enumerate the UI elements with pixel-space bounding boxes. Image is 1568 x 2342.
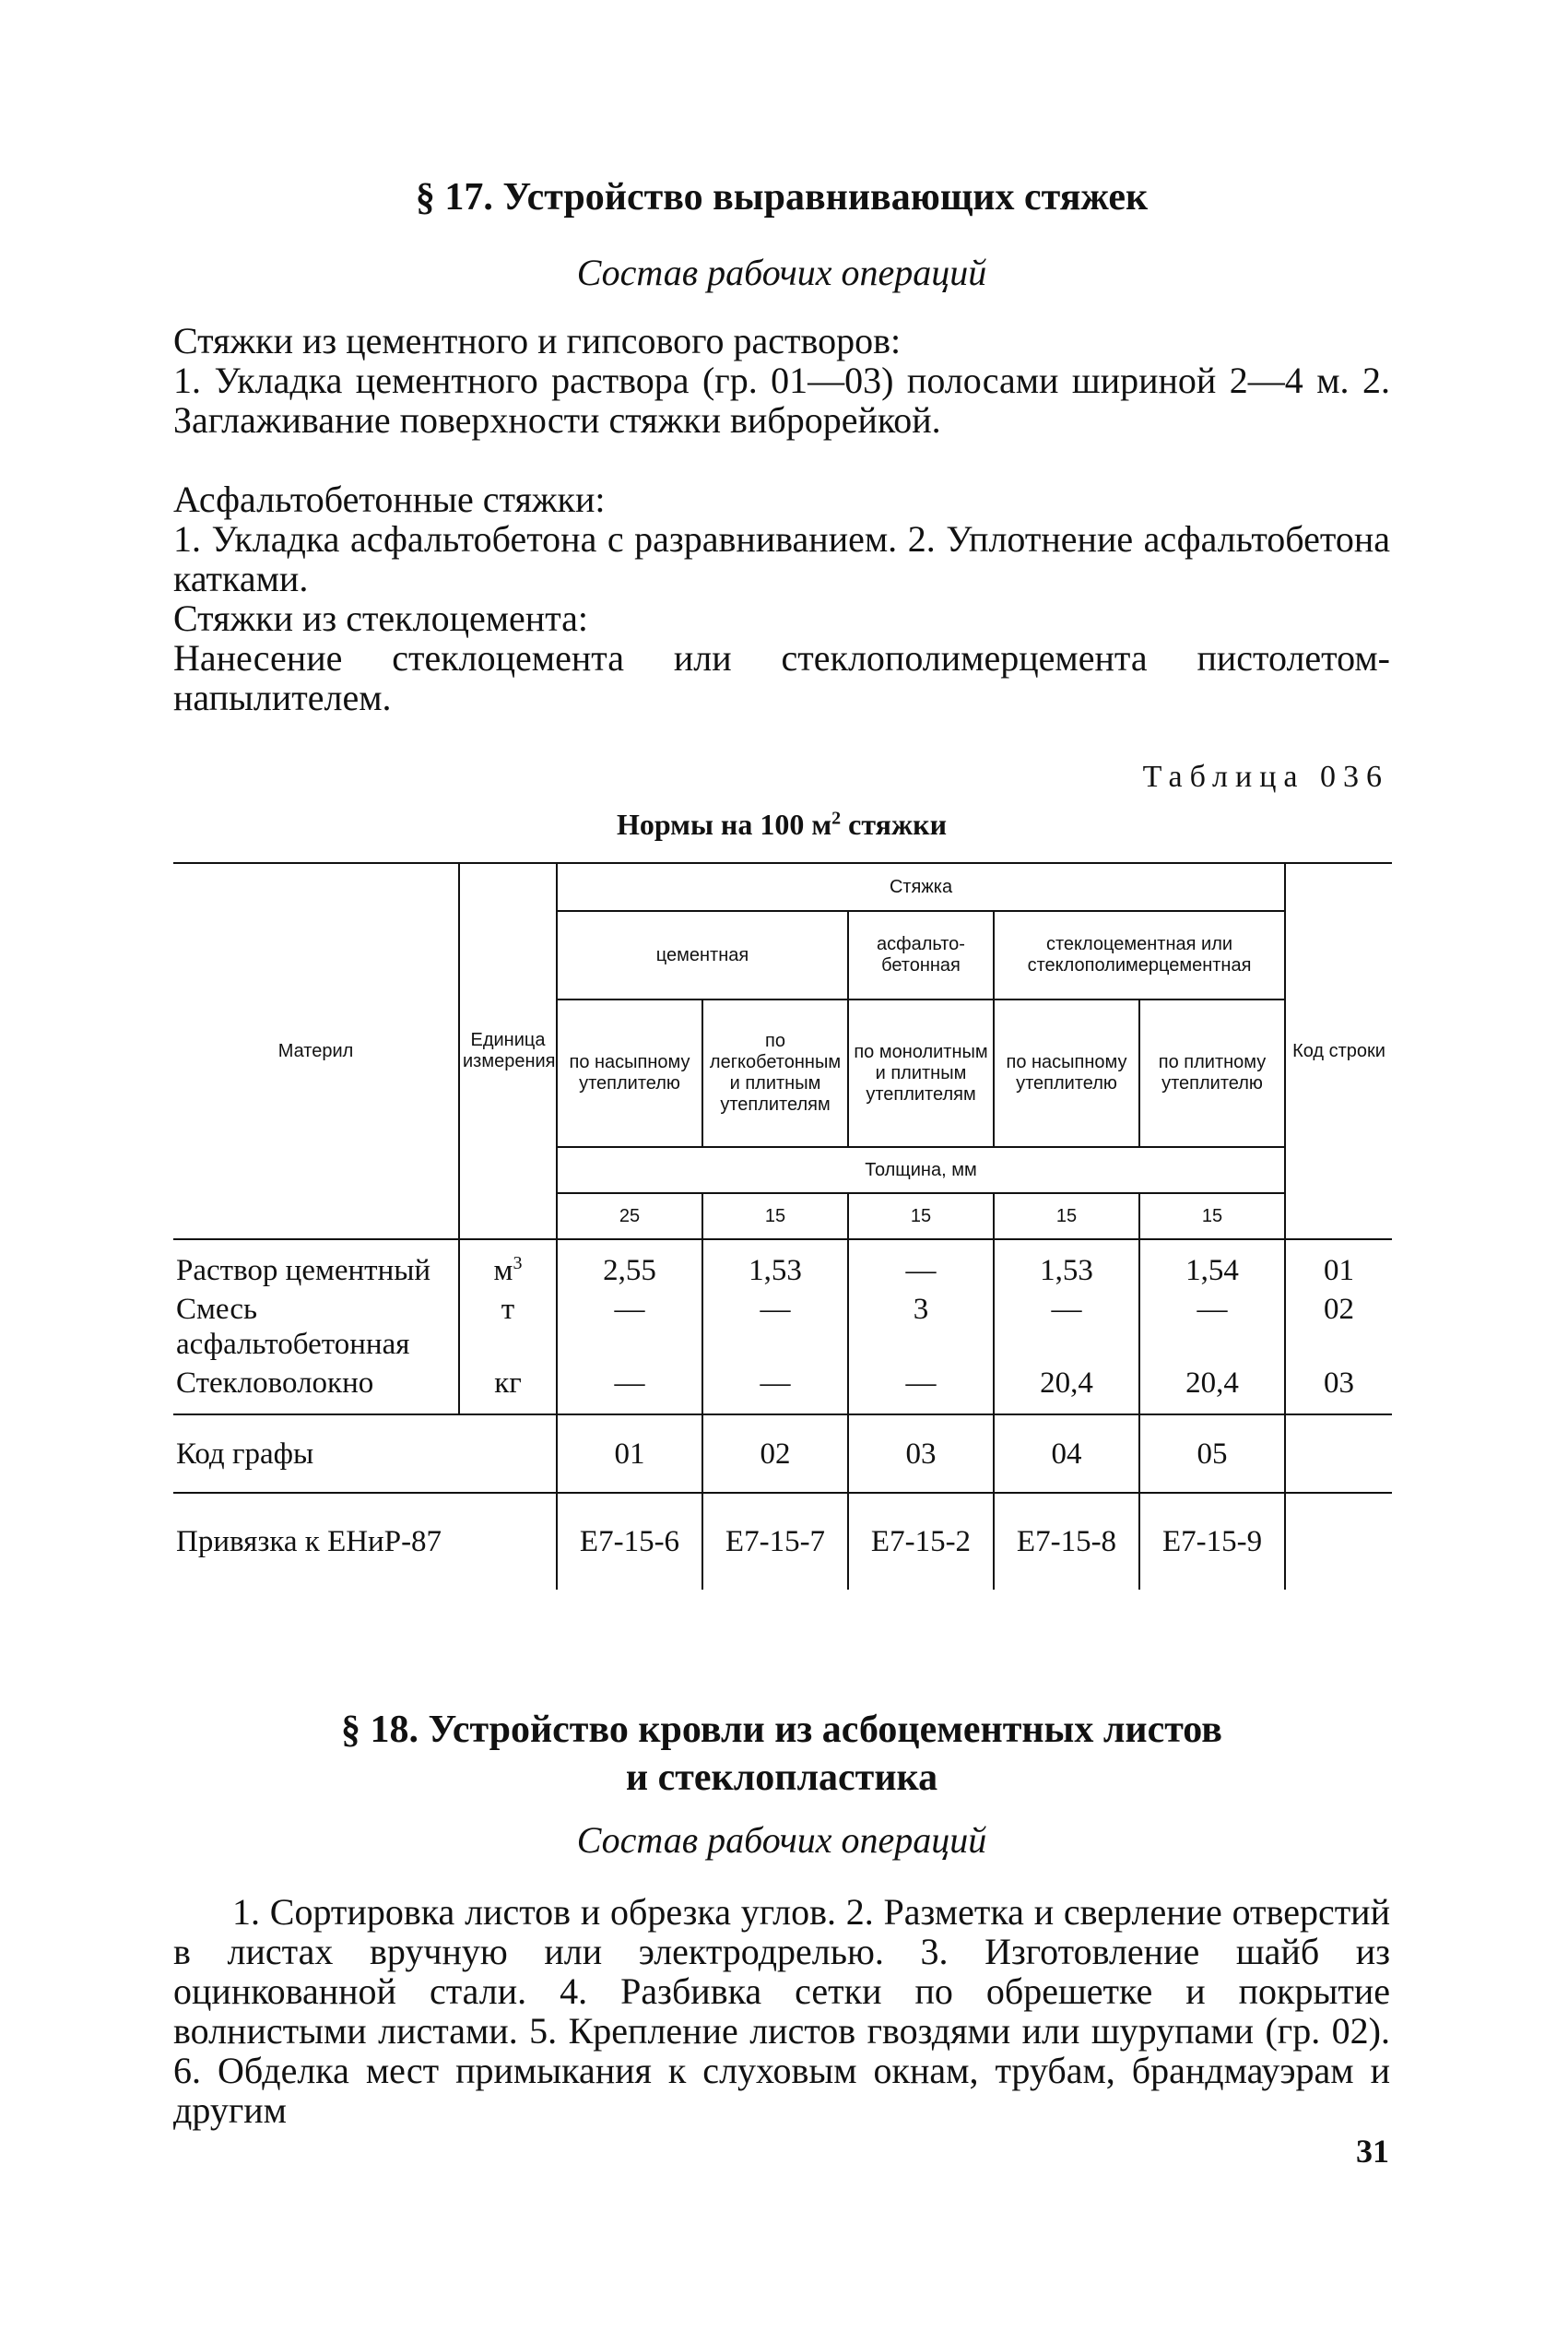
row-value: 1,53	[702, 1239, 848, 1290]
row-code: 01	[1285, 1239, 1392, 1290]
row-value: 1,53	[994, 1239, 1139, 1290]
paragraph: Нанесение стеклоцемента или стеклополимерцемента пистолетом-напылителем.	[173, 637, 1390, 718]
row-value: —	[557, 1364, 702, 1414]
header-material: Материл	[173, 863, 459, 1239]
row-unit	[459, 1239, 557, 1290]
section-17-title: § 17. Устройство выравнивающих стяжек	[415, 176, 1149, 219]
graph-code-value: 04	[994, 1414, 1139, 1493]
row-unit: кг	[459, 1364, 557, 1414]
row-material: Раствор цементный	[173, 1239, 459, 1290]
table-row	[173, 1290, 1392, 1364]
caption-text: Нормы на 100 м	[616, 808, 832, 841]
section-18-subtitle: Состав рабочих операций	[576, 1819, 987, 1861]
row-value: —	[848, 1239, 994, 1290]
graph-code-row	[173, 1414, 1392, 1493]
section-18-title	[173, 1706, 1390, 1802]
paragraph: Асфальтобетонные стяжки:	[173, 479, 606, 520]
caption-text-end: стяжки	[841, 808, 948, 841]
row-value: 2,55	[557, 1239, 702, 1290]
enir-value: Е7-15-2	[848, 1493, 994, 1590]
header-screed: Стяжка	[557, 863, 1285, 911]
section-18-title-line2: и стеклопластика	[625, 1756, 938, 1799]
row-value: —	[702, 1290, 848, 1364]
header-code: Код строки	[1285, 863, 1392, 1239]
header-sub-5: по плитному утеплителю	[1139, 999, 1285, 1147]
thickness-value: 15	[1139, 1193, 1285, 1239]
row-value: 3	[848, 1290, 994, 1364]
graph-code-value: 01	[557, 1414, 702, 1493]
row-value: —	[848, 1364, 994, 1414]
enir-value: Е7-15-9	[1139, 1493, 1285, 1590]
paragraph: 1. Укладка асфальтобетона с разравниванием. 2. Уплотнение асфальтобетона катками.	[173, 518, 1390, 599]
paragraph: Стяжки из цементного и гипсового растворов:	[173, 320, 902, 361]
header-asphalt: асфальто-бетонная	[848, 911, 994, 999]
caption-superscript: 2	[831, 808, 842, 829]
section-17-subtitle: Состав рабочих операций	[576, 252, 987, 293]
row-value: —	[702, 1364, 848, 1414]
header-sub-2: по легкобетонным и плитным утеплителям	[702, 999, 848, 1147]
graph-code-empty	[1285, 1414, 1392, 1493]
graph-code-value: 05	[1139, 1414, 1285, 1493]
row-value: —	[994, 1290, 1139, 1364]
unit-text: м	[493, 1254, 513, 1287]
row-code: 02	[1324, 1293, 1355, 1326]
table-row	[173, 1239, 1392, 1290]
graph-code-value: 03	[848, 1414, 994, 1493]
enir-value: Е7-15-8	[994, 1493, 1139, 1590]
header-sub-3: по монолитным и плитным утеплителям	[848, 999, 994, 1147]
row-unit: т	[459, 1290, 557, 1364]
header-glass: стеклоцементная или стеклополимерцементная	[994, 911, 1285, 999]
paragraph: Стяжки из стеклоцемента:	[173, 597, 589, 639]
table-caption	[173, 808, 1390, 842]
section-18-title-line1: § 18. Устройство кровли из асбоцементных листов	[341, 1709, 1222, 1751]
table-row	[173, 1364, 1392, 1414]
row-code: 03	[1324, 1366, 1355, 1400]
table-label: Таблица 036	[1142, 760, 1389, 794]
thickness-value: 15	[994, 1193, 1139, 1239]
unit-superscript: 3	[513, 1253, 523, 1273]
enir-empty	[1285, 1493, 1392, 1590]
norms-table	[173, 862, 1392, 1590]
row-value: —	[1139, 1290, 1285, 1364]
header-unit: Единица измерения	[459, 863, 557, 1239]
enir-row	[173, 1493, 1392, 1590]
page-number: 31	[1356, 2133, 1389, 2170]
row-value: 20,4	[1139, 1364, 1285, 1414]
row-value: 1,54	[1139, 1239, 1285, 1290]
thickness-value: 25	[557, 1193, 702, 1239]
enir-value: Е7-15-6	[557, 1493, 702, 1590]
graph-code-label: Код графы	[173, 1414, 557, 1493]
header-sub-1: по насыпному утеплителю	[557, 999, 702, 1147]
thickness-value: 15	[702, 1193, 848, 1239]
row-material: Смесь асфальтобетонная	[173, 1290, 459, 1364]
header-cement: цементная	[557, 911, 848, 999]
row-value: 20,4	[994, 1364, 1139, 1414]
row-value: —	[557, 1290, 702, 1364]
header-thickness: Толщина, мм	[557, 1147, 1285, 1193]
enir-value: Е7-15-7	[702, 1493, 848, 1590]
row-material: Стекловолокно	[173, 1364, 459, 1414]
graph-code-value: 02	[702, 1414, 848, 1493]
paragraph: 1. Сортировка листов и обрезка углов. 2. Разметка и сверление отверстий в листах вручную или электродрелью. 3. Изготовление шайб из оцинкованной стали. 4. Разбивка сетки по обрешетке и покрытие волнистыми листами. 5. Крепление листов гвоздями или шурупами (гр. 02). 6. Обделка мест примыкания к слуховым окнам, трубам, брандмауэрам и другим	[173, 1891, 1390, 2131]
paragraph: 1. Укладка цементного раствора (гр. 01—03) полосами шириной 2—4 м. 2. Заглаживание поверхности стяжки виброрейкой.	[173, 360, 1390, 441]
enir-label: Привязка к ЕНиР-87	[173, 1493, 557, 1590]
header-sub-4: по насыпному утеплителю	[994, 999, 1139, 1147]
thickness-value: 15	[848, 1193, 994, 1239]
